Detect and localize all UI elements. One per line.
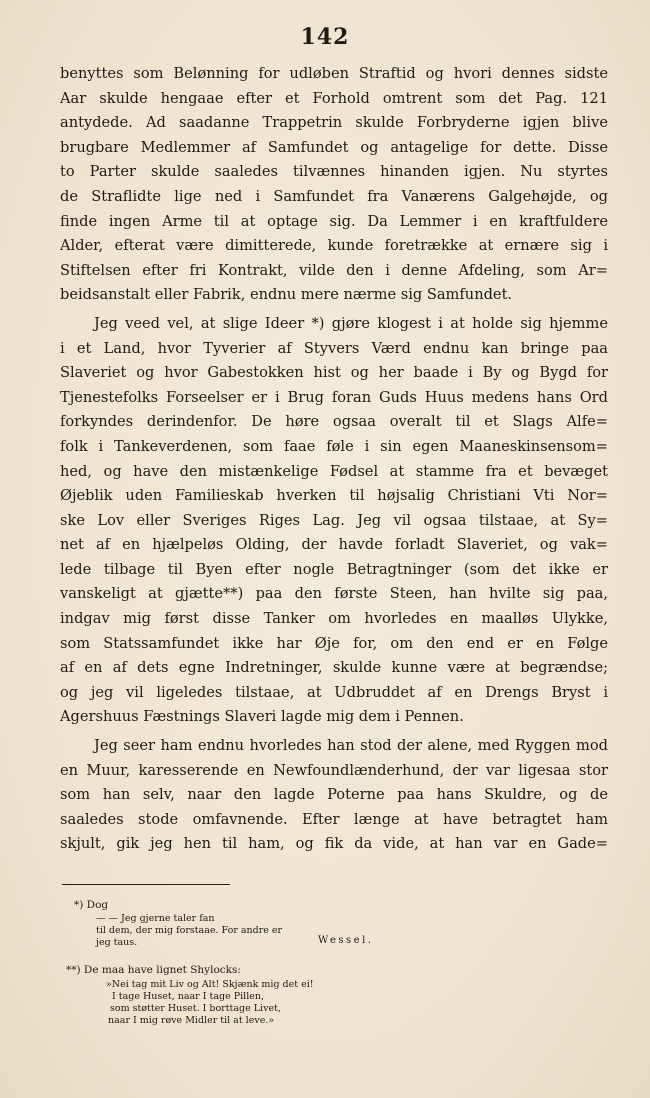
footnote-line: jeg taus. (96, 937, 138, 948)
text-line: som han selv, naar den lagde Poterne paa hans Skuldre, og de (60, 786, 608, 804)
text-line: forkyndes derindenfor. De høre ogsaa overalt til et Slags Alfe= (60, 413, 608, 431)
footnote-line: I tage Huset, naar I tage Pillen, (112, 991, 264, 1002)
footnote-line: »Nei tag mit Liv og Alt! Skjænk mig det ei! (106, 979, 314, 990)
text-line: som Statssamfundet ikke har Øje for, om den end er en Følge (60, 634, 608, 652)
footnote-line: til dem, der mig forstaae. For andre er (96, 925, 283, 936)
text-line: brugbare Medlemmer af Samfundet og antagelige for dette. Disse (60, 138, 608, 156)
paragraph-1 (60, 62, 608, 308)
text-line: hed, og have den mistænkelige Fødsel at stamme fra et bevæget (60, 462, 608, 480)
footnote-line: — — Jeg gjerne taler fan (96, 913, 215, 924)
text-line: Øjeblik uden Familieskab hverken til højsalig Christiani Vti Nor= (60, 487, 608, 505)
paragraph-2 (60, 312, 608, 730)
footnote-line: som støtter Huset. I borttage Livet, (110, 1003, 281, 1014)
footnote-rule (62, 884, 230, 885)
text-line: Agershuus Fæstnings Slaveri lagde mig dem i Pennen. (60, 708, 464, 726)
text-line: ske Lov eller Sveriges Riges Lag. Jeg vil ogsaa tilstaae, at Sy= (60, 511, 608, 529)
text-line: lede tilbage til Byen efter nogle Betragtninger (som det ikke er (60, 560, 608, 578)
footnote-marker: **) De maa have lignet Shylocks: (66, 964, 241, 976)
text-line: indgav mig først disse Tanker om hvorledes en maalløs Ulykke, (60, 610, 608, 628)
text-line: de Straflidte lige ned i Samfundet fra Vanærens Galgehøjde, og (60, 187, 608, 205)
text-line: en Muur, karesserende en Newfoundlænderhund, der var ligesaa stor (60, 761, 608, 779)
text-line: og jeg vil ligeledes tilstaae, at Udbruddet af en Drengs Bryst i (60, 683, 608, 701)
body-text (60, 62, 608, 857)
text-line: i et Land, hvor Tyverier af Styvers Værd endnu kan bringe paa (60, 339, 608, 357)
footnote-line: naar I mig røve Midler til at leve.» (108, 1015, 275, 1026)
text-line: Jeg veed vel, at slige Ideer *) gjøre klogest i at holde sig hjemme (94, 314, 608, 332)
text-line: Alder, efterat være dimitterede, kunde foretrække at ernære sig i (60, 237, 608, 255)
text-line: skjult, gik jeg hen til ham, og fik da vide, at han var en Gade= (60, 835, 608, 853)
text-line: Aar skulde hengaae efter et Forhold omtrent som det Pag. 121 (60, 89, 608, 107)
text-line: antydede. Ad saadanne Trappetrin skulde Forbryderne igjen blive (60, 114, 608, 132)
footnote-signature: Wessel. (318, 935, 374, 946)
text-line: saaledes stode omfavnende. Efter længe at have betragtet ham (60, 810, 608, 828)
text-line: benyttes som Belønning for udløben Straftid og hvori dennes sidste (60, 65, 608, 82)
page-number: 142 (300, 24, 350, 50)
text-line: finde ingen Arme til at optage sig. Da Lemmer i en kraftfuldere (60, 212, 608, 230)
footnote-marker: *) Dog (74, 899, 109, 911)
text-line: Slaveriet og hvor Gabestokken hist og her baade i By og Bygd for (60, 364, 608, 382)
text-line: af en af dets egne Indretninger, skulde kunne være at begrændse; (60, 659, 608, 677)
text-line: folk i Tankeverdenen, som faae føle i sin egen Maaneskinsensom= (60, 437, 608, 455)
text-line: Tjenestefolks Forseelser er i Brug foran Guds Huus medens hans Ord (60, 388, 608, 406)
text-line: Stiftelsen efter fri Kontrakt, vilde den i denne Afdeling, som Ar= (60, 261, 608, 279)
text-line: net af en hjælpeløs Olding, der havde forladt Slaveriet, og vak= (60, 536, 608, 554)
text-line: to Parter skulde saaledes tilvænnes hinanden igjen. Nu styrtes (60, 163, 608, 181)
text-line: vanskeligt at gjætte**) paa den første Steen, han hvilte sig paa, (60, 585, 608, 603)
paragraph-3 (60, 734, 608, 857)
text-line: beidsanstalt eller Fabrik, endnu mere nærme sig Samfundet. (60, 286, 513, 304)
text-line: Jeg seer ham endnu hvorledes han stod der alene, med Ryggen mod (94, 737, 608, 755)
